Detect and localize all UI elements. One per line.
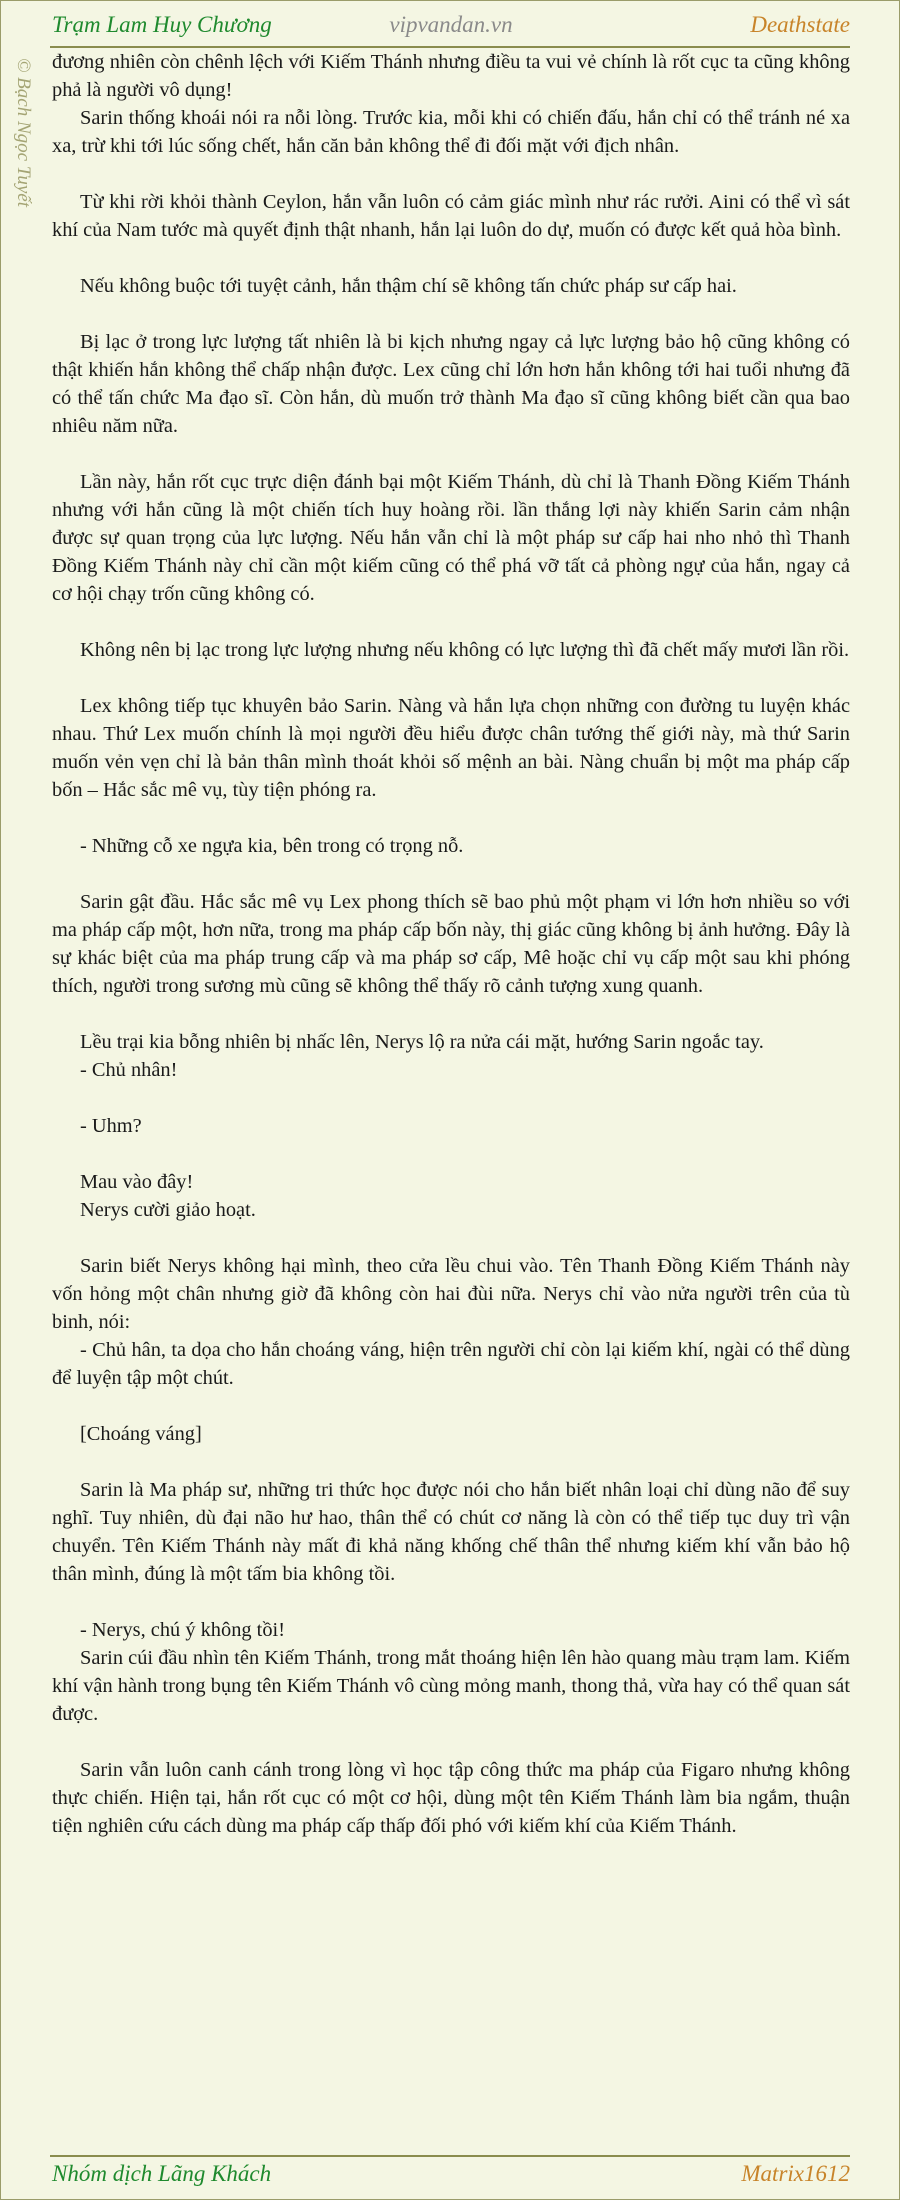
paragraph: đương nhiên còn chênh lệch với Kiếm Thánh nhưng điều ta vui vẻ chính là rốt cục ta cũng không phả là người vô dụng! [52,51,850,101]
page-footer [52,2159,850,2193]
paragraph: Sarin cúi đầu nhìn tên Kiếm Thánh, trong mắt thoáng hiện lên hào quang màu trạm lam. Kiếm khí vận hành trong bụng tên Kiếm Thánh vô cùng mỏng manh, thong thả, vừa hay có thể quan sát được. [52,1647,850,1725]
paragraph-gap [52,664,850,692]
paragraph: Sarin gật đầu. Hắc sắc mê vụ Lex phong thích sẽ bao phủ một phạm vi lớn hơn nhiều so với ma pháp cấp một, hơn nữa, trong ma pháp cấp bốn này, thị giác cũng không bị ảnh hưởng. Đây là sự khác biệt của ma pháp trung cấp và ma pháp sơ cấp, Mê hoặc chỉ vụ cấp một sau khi phóng thích, người trong sương mù cũng sẽ không thể thấy rõ cảnh tượng xung quanh. [52,891,850,997]
paragraph: Lex không tiếp tục khuyên bảo Sarin. Nàng và hắn lựa chọn những con đường tu luyện khác nhau. Thứ Lex muốn chính là mọi người đều hiểu được chân tướng thế giới này, mà thứ Sarin muốn vẻn vẹn chỉ là bản thân mình thoát khỏi số mệnh an bài. Nàng chuẩn bị một ma pháp cấp bốn – Hắc sắc mê vụ, tùy tiện phóng ra. [52,695,850,801]
page-header [52,8,850,44]
paragraph: Nếu không buộc tới tuyệt cảnh, hắn thậm chí sẽ không tấn chức pháp sư cấp hai. [80,275,737,297]
header-series-title: Trạm Lam Huy Chương [52,12,272,37]
paragraph: Lều trại kia bỗng nhiên bị nhấc lên, Nerys lộ ra nửa cái mặt, hướng Sarin ngoắc tay. [80,1031,764,1053]
dialogue-line: - Uhm? [80,1115,142,1137]
dialogue-line: - Chủ hân, ta dọa cho hắn choáng váng, hiện trên người chỉ còn lại kiếm khí, ngài có thể dùng để luyện tập một chút. [52,1339,850,1389]
dialogue-line: [Choáng váng] [80,1423,202,1445]
copyright-watermark [10,58,40,258]
dialogue-line: - Nerys, chú ý không tồi! [80,1619,286,1641]
paragraph: Bị lạc ở trong lực lượng tất nhiên là bi kịch nhưng ngay cả lực lượng bảo hộ cũng không có thật khiến hắn không thể chấp nhận được. Lex cũng chỉ lớn hơn hắn không tới hai tuổi nhưng đã có thể tấn chức Ma đạo sĩ. Còn hắn, dù muốn trở thành Ma đạo sĩ cũng không biết cần qua bao nhiêu năm nữa. [52,331,850,437]
paragraph: Nerys cười giảo hoạt. [80,1199,256,1221]
paragraph-gap [52,804,850,832]
paragraph-gap [52,300,850,328]
paragraph: Sarin vẫn luôn canh cánh trong lòng vì học tập công thức ma pháp của Figaro nhưng không thực chiến. Hiện tại, hắn rốt cục có một cơ hội, dùng một tên Kiếm Thánh làm bia ngắm, thuận tiện nghiên cứu cách dùng ma pháp cấp thấp đối phó với kiếm khí của Kiếm Thánh. [52,1759,850,1837]
watermark-text: © Bạch Ngọc Tuyết [13,58,34,207]
paragraph-gap [52,1084,850,1112]
paragraph-gap [52,440,850,468]
paragraph-gap [52,1140,850,1168]
paragraph-gap [52,1224,850,1252]
paragraph: Sarin biết Nerys không hại mình, theo cửa lều chui vào. Tên Thanh Đồng Kiếm Thánh này vốn hỏng một chân nhưng giờ đã không còn hai đùi nữa. Nerys chỉ vào nửa người trên của tù binh, nói: [52,1255,850,1333]
paragraph-gap [52,608,850,636]
paragraph-gap [52,860,850,888]
footer-editor: Matrix1612 [741,2161,850,2186]
footer-rule [50,2155,850,2157]
document-body [52,48,850,1840]
paragraph: Từ khi rời khỏi thành Ceylon, hắn vẫn luôn có cảm giác mình như rác rưởi. Aini có thể vì sát khí của Nam tước mà quyết định thật nhanh, hắn lại luôn do dự, muốn có được kết quả hòa bình. [52,191,850,241]
paragraph-gap [52,1728,850,1756]
dialogue-line: Mau vào đây! [80,1171,194,1193]
paragraph: Sarin là Ma pháp sư, những tri thức học được nói cho hắn biết nhân loại chỉ dùng não để suy nghĩ. Tuy nhiên, dù đại não hư hao, thân thể có chút cơ năng là còn có thể tiếp tục duy trì vận chuyển. Tên Kiếm Thánh này mất đi khả năng khống chế thân thể nhưng kiếm khí vẫn bảo hộ thân mình, đúng là một tấm bia không tồi. [52,1479,850,1585]
footer-translator-group: Nhóm dịch Lãng Khách [52,2161,272,2186]
header-author: Deathstate [750,12,850,37]
paragraph-gap [52,160,850,188]
dialogue-line: - Những cỗ xe ngựa kia, bên trong có trọng nỗ. [80,835,464,857]
paragraph-gap [52,244,850,272]
paragraph-gap [52,1000,850,1028]
paragraph: Sarin thống khoái nói ra nỗi lòng. Trước kia, mỗi khi có chiến đấu, hắn chỉ có thể tránh né xa xa, trừ khi tới lúc sống chết, hắn căn bản không thể đi đối mặt với địch nhân. [52,107,850,157]
paragraph-gap [52,1448,850,1476]
dialogue-line: - Chủ nhân! [80,1059,178,1081]
paragraph: Lần này, hắn rốt cục trực diện đánh bại một Kiếm Thánh, dù chỉ là Thanh Đồng Kiếm Thánh nhưng với hắn cũng là một chiến tích huy hoàng rồi. lần thắng lợi này khiến Sarin cảm nhận được sự quan trọng của lực lượng. Nếu hắn vẫn chỉ là một pháp sư cấp hai nho nhỏ thì Thanh Đồng Kiếm Thánh này chỉ cần một kiếm cũng có thể phá vỡ tất cả phòng ngự của hắn, ngay cả cơ hội chạy trốn cũng không có. [52,471,850,605]
paragraph-gap [52,1588,850,1616]
header-site-name: vipvandan.vn [389,12,513,37]
paragraph: Không nên bị lạc trong lực lượng nhưng nếu không có lực lượng thì đã chết mấy mươi lần rồi. [80,639,850,661]
paragraph-gap [52,1392,850,1420]
